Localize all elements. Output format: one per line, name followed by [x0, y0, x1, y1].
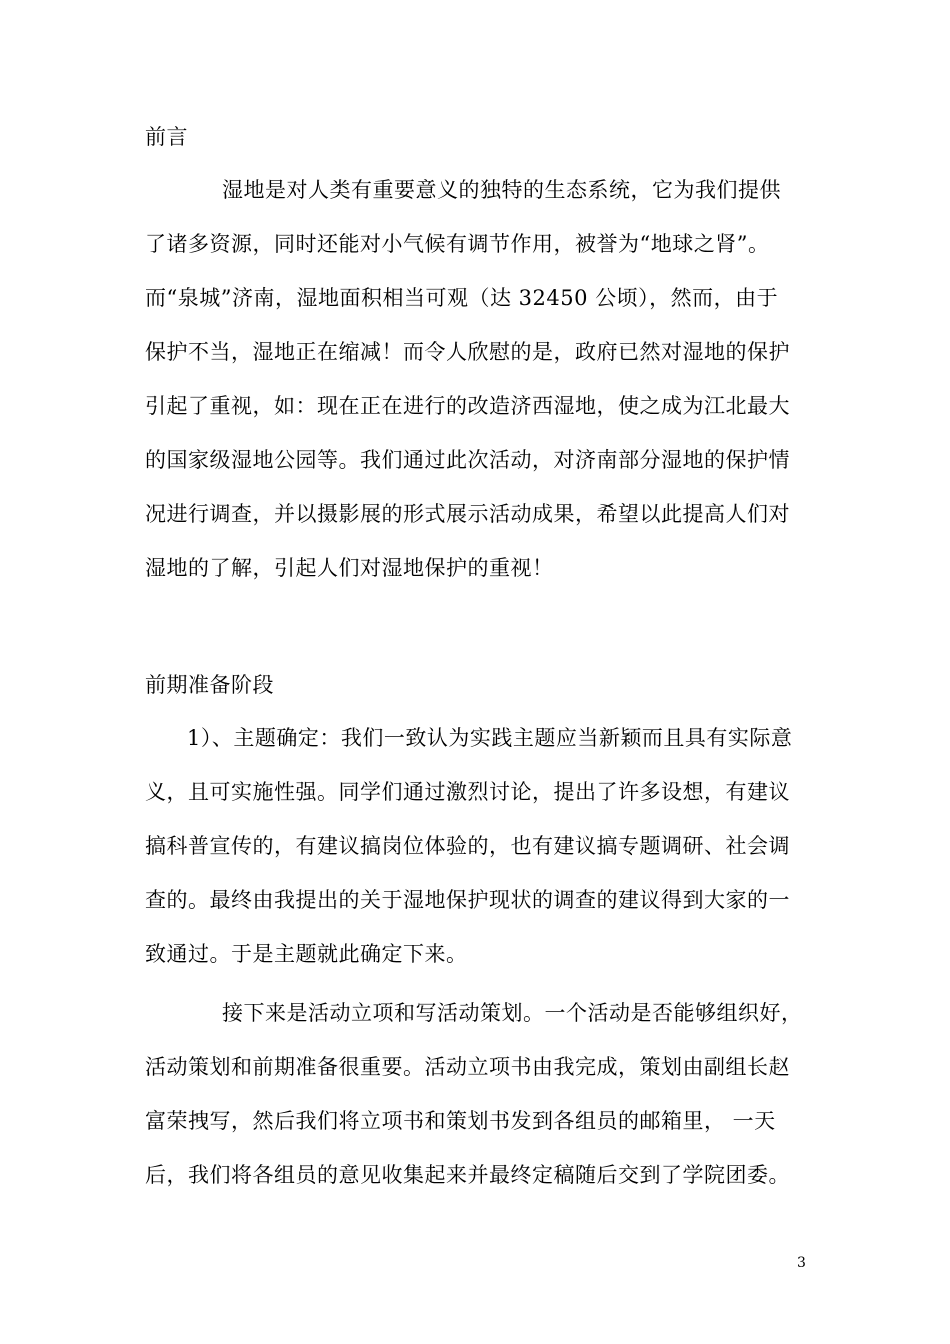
paragraph-line: 湿地是对人类有重要意义的独特的生态系统，它为我们提供	[222, 178, 781, 202]
paragraph-line: 况进行调查，并以摄影展的形式展示活动成果，希望以此提高人们对	[145, 502, 790, 526]
paragraph-line: 了诸多资源，同时还能对小气候有调节作用，被誉为“地球之肾”。	[145, 232, 770, 256]
paragraph-line: 的国家级湿地公园等。我们通过此次活动，对济南部分湿地的保护情	[145, 448, 790, 472]
paragraph-line: 义，且可实施性强。同学们通过激烈讨论，提出了许多设想，有建议	[145, 780, 790, 804]
paragraph-line: 查的。最终由我提出的关于湿地保护现状的调查的建议得到大家的一	[145, 888, 790, 912]
paragraph-line: 富荣拽写，然后我们将立项书和策划书发到各组员的邮箱里， 一天	[145, 1109, 776, 1133]
page-number: 3	[797, 1255, 806, 1271]
section-heading-preparation: 前期准备阶段	[145, 673, 274, 697]
paragraph-line: 引起了重视，如：现在正在进行的改造济西湿地，使之成为江北最大	[145, 394, 790, 418]
section-heading-preface: 前言	[145, 125, 188, 149]
paragraph-line: 搞科普宣传的，有建议搞岗位体验的，也有建议搞专题调研、社会调	[145, 834, 790, 858]
paragraph-line: 接下来是活动立项和写活动策划。一个活动是否能够组织好，	[222, 1001, 803, 1025]
paragraph-line: 保护不当，湿地正在缩减！而令人欣慰的是，政府已然对湿地的保护	[145, 340, 790, 364]
paragraph-line: 致通过。于是主题就此确定下来。	[145, 942, 468, 966]
paragraph-line: 后，我们将各组员的意见收集起来并最终定稿随后交到了学院团委。	[145, 1163, 790, 1187]
paragraph-line: 而“泉城”济南，湿地面积相当可观（达 32450 公顷），然而，由于	[145, 286, 779, 310]
paragraph-line: 湿地的了解，引起人们对湿地保护的重视！	[145, 556, 554, 580]
paragraph-line: 1）、主题确定：我们一致认为实践主题应当新颖而且具有实际意	[187, 726, 793, 750]
paragraph-line: 活动策划和前期准备很重要。活动立项书由我完成，策划由副组长赵	[145, 1055, 790, 1079]
